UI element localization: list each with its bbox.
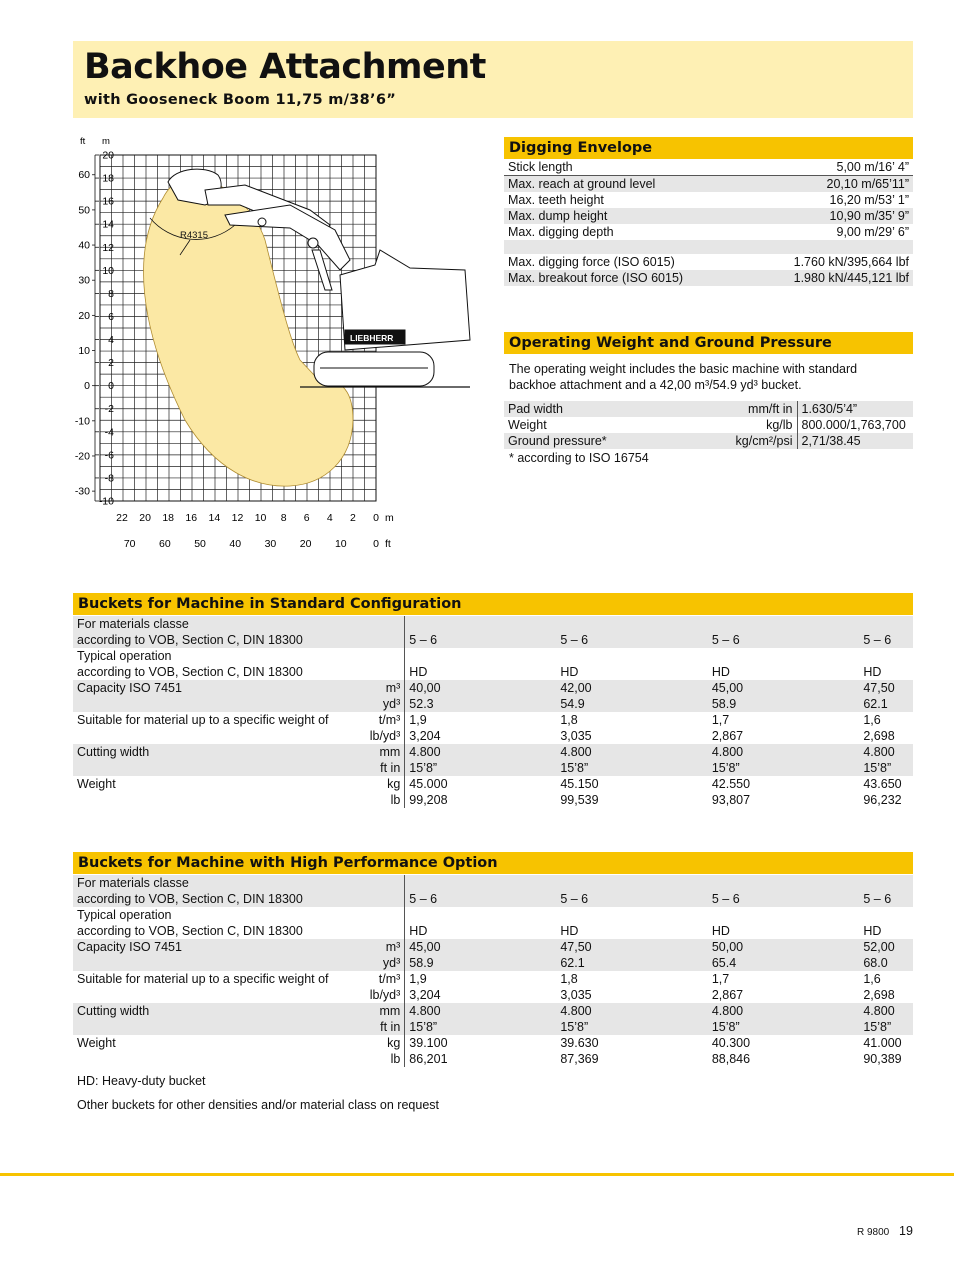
bucket-row: [73, 744, 913, 760]
x-tick-m: 6: [303, 512, 310, 524]
bucket-row-label: For materials classe: [73, 616, 333, 632]
y-tick-ft: -10: [74, 415, 90, 428]
weight-label: Pad width: [504, 401, 654, 417]
bucket-unit: [333, 648, 405, 664]
operating-weight-intro: [509, 361, 909, 393]
intro-line-2: backhoe attachment and a 42,00 m³/54.9 yd³ bucket.: [509, 378, 802, 392]
weight-label: Weight: [508, 418, 547, 432]
bucket-unit: [333, 664, 405, 680]
y-tick-ft: 30: [78, 274, 90, 287]
bucket-value: 52,00: [859, 939, 913, 955]
bucket-value: 45.000: [409, 777, 448, 791]
bucket-value: 47,50: [556, 939, 708, 955]
weight-unit: kg/lb: [654, 417, 797, 433]
y-tick-m: -6: [104, 449, 114, 462]
bucket-value: 4.800: [859, 1003, 913, 1019]
buckets-standard-table: [73, 616, 913, 808]
bucket-row: [73, 1003, 913, 1019]
bucket-value: HD: [863, 665, 882, 679]
weight-value: 800.000/1,763,700: [801, 418, 906, 432]
envelope-value: 1.760 kN/395,664 lbf: [793, 255, 909, 269]
x-tick-m: 4: [326, 512, 333, 524]
page-subtitle: with Gooseneck Boom 11,75 m/38’6”: [84, 92, 397, 108]
envelope-row: [504, 270, 913, 286]
bucket-value: HD: [863, 924, 882, 938]
bucket-row-label: according to VOB, Section C, DIN 18300: [73, 891, 333, 907]
x-tick-m: 14: [208, 512, 221, 524]
bucket-value: 1,8: [560, 713, 578, 727]
bucket-value: 42.550: [711, 777, 751, 791]
bucket-value: 15’8”: [708, 1019, 860, 1035]
title-banner: [73, 41, 913, 118]
bucket-value: 2,698: [863, 988, 895, 1002]
bucket-value: 40,00: [405, 680, 557, 696]
buckets-high-heading: Buckets for Machine with High Performance Option: [73, 852, 913, 874]
bucket-row-label: Capacity ISO 7451: [73, 680, 333, 696]
bucket-value: 1,9: [409, 713, 427, 727]
radius-label: R4315: [180, 230, 208, 241]
bucket-value: 15’8”: [405, 1019, 557, 1035]
y-tick-m: -10: [98, 495, 114, 508]
bucket-unit: yd³: [333, 696, 405, 712]
x-tick-m: 2: [349, 512, 356, 524]
bucket-row: [73, 696, 913, 712]
y-tick-ft: 20: [78, 309, 90, 322]
bucket-row-label: Suitable for material up to a specific weight of: [77, 713, 329, 727]
page-title: Backhoe Attachment: [84, 47, 486, 87]
bucket-row: [73, 760, 913, 776]
bucket-value: 39.100: [409, 1036, 448, 1050]
bucket-row-label: [73, 1019, 333, 1035]
bottom-rule: [0, 1173, 954, 1176]
bucket-row-label: [73, 987, 333, 1003]
ft-unit-label: ft: [80, 136, 86, 147]
bucket-row-label: For materials classe: [73, 875, 333, 891]
bucket-row-label: [73, 955, 333, 971]
envelope-value: 16,20 m/53’ 1”: [829, 193, 909, 207]
bucket-value: HD: [409, 665, 428, 679]
bucket-row-label: [73, 792, 333, 808]
bucket-unit: lb: [333, 792, 405, 808]
buckets-high-table: [73, 875, 913, 1067]
bucket-row-label: according to VOB, Section C, DIN 18300: [77, 924, 303, 938]
weight-value: 2,71/38.45: [797, 433, 913, 449]
bucket-unit: m³: [333, 680, 405, 696]
operating-weight-heading: Operating Weight and Ground Pressure: [504, 332, 913, 354]
bucket-value: 90,389: [863, 1052, 902, 1066]
bucket-row: [73, 907, 913, 923]
y-tick-ft: 10: [78, 345, 90, 358]
y-tick-m: 6: [108, 310, 114, 323]
bucket-value: 43.650: [863, 777, 902, 791]
bucket-unit: mm: [333, 744, 405, 760]
bucket-unit: kg: [333, 1035, 405, 1051]
y-tick-m: -8: [104, 472, 114, 485]
x-tick-ft: 70: [123, 538, 136, 550]
bucket-value: 5 – 6: [708, 891, 860, 907]
bucket-row: [73, 712, 913, 728]
bucket-value: 3,035: [560, 988, 592, 1002]
bucket-row-label: Capacity ISO 7451: [73, 939, 333, 955]
bucket-value: 3,204: [409, 988, 441, 1002]
bucket-value: 87,369: [560, 1052, 599, 1066]
bucket-value: 52.3: [405, 696, 557, 712]
y-tick-m: -4: [104, 426, 114, 439]
bucket-unit: lb/yd³: [333, 728, 405, 744]
bucket-row: [73, 1019, 913, 1035]
x-tick-m: 22: [116, 512, 128, 524]
weight-row: [504, 401, 913, 417]
envelope-row: [504, 159, 913, 176]
envelope-row: [504, 224, 913, 240]
bucket-value: 96,232: [863, 793, 902, 807]
x-tick-m: 20: [139, 512, 151, 524]
footnote-other: Other buckets for other densities and/or material class on request: [77, 1098, 439, 1112]
bucket-value: 54.9: [556, 696, 708, 712]
bucket-value: 1,6: [863, 972, 881, 986]
y-tick-ft: -20: [74, 450, 90, 463]
bucket-value: 40.300: [711, 1036, 751, 1050]
bucket-value: HD: [560, 924, 579, 938]
brand-label: LIEBHERR: [350, 333, 394, 343]
bucket-row: [73, 1035, 913, 1051]
bucket-value: 99,208: [409, 793, 448, 807]
bucket-row-label: Cutting width: [73, 1003, 333, 1019]
bucket-unit: t/m³: [333, 712, 405, 728]
bucket-value: 58.9: [708, 696, 860, 712]
y-tick-m: 16: [102, 195, 114, 208]
bucket-row-label: according to VOB, Section C, DIN 18300: [77, 665, 303, 679]
bucket-value: 86,201: [409, 1052, 448, 1066]
bucket-unit: lb/yd³: [333, 987, 405, 1003]
weight-value: 1.630/5’4”: [797, 401, 913, 417]
envelope-value: 20,10 m/65’11”: [748, 176, 913, 193]
envelope-row: [504, 192, 913, 208]
weight-unit: kg/cm²/psi: [654, 433, 797, 449]
y-tick-m: 4: [108, 334, 114, 347]
x-tick-m: 18: [162, 512, 175, 524]
x-unit-ft: ft: [385, 538, 391, 550]
bucket-value: 5 – 6: [556, 632, 708, 648]
bucket-unit: yd³: [333, 955, 405, 971]
x-tick-ft: 50: [194, 538, 206, 550]
x-tick-m: 10: [254, 512, 267, 524]
x-tick-ft: 60: [159, 538, 171, 550]
envelope-value: 9,00 m/29’ 6”: [836, 225, 909, 239]
bucket-value: 45,00: [708, 680, 860, 696]
bucket-value: 3,204: [409, 729, 441, 743]
bucket-unit: [333, 875, 405, 891]
y-tick-m: 12: [102, 241, 114, 254]
bucket-unit: [333, 891, 405, 907]
bucket-row-label: Weight: [77, 777, 116, 791]
bucket-row-label: Typical operation: [77, 908, 172, 922]
envelope-label: Stick length: [504, 159, 748, 176]
weight-row: [504, 433, 913, 449]
bucket-value: HD: [711, 924, 730, 938]
weight-row: [504, 417, 913, 433]
bucket-row: [73, 648, 913, 664]
y-tick-ft: 50: [78, 204, 90, 217]
bucket-value: 1,7: [711, 972, 730, 986]
bucket-row-label: Typical operation: [77, 649, 172, 663]
iso-footnote: * according to ISO 16754: [509, 451, 649, 465]
y-tick-ft: 40: [78, 239, 90, 252]
bucket-value: 41.000: [863, 1036, 902, 1050]
bucket-value: 4.800: [556, 1003, 708, 1019]
bucket-value: 47,50: [859, 680, 913, 696]
digging-envelope-table: [504, 159, 913, 286]
bucket-value: 2,867: [711, 988, 744, 1002]
x-tick-ft: 20: [299, 538, 312, 550]
bucket-value: HD: [711, 665, 730, 679]
bucket-value: 4.800: [859, 744, 913, 760]
page-code: R 9800: [857, 1227, 890, 1238]
bucket-value: 5 – 6: [405, 632, 557, 648]
bucket-unit: lb: [333, 1051, 405, 1067]
bucket-value: 88,846: [711, 1052, 751, 1066]
bucket-value: 62.1: [859, 696, 913, 712]
envelope-value: 1.980 kN/445,121 lbf: [748, 270, 913, 286]
bucket-row: [73, 616, 913, 632]
bucket-value: 99,539: [560, 793, 599, 807]
bucket-row: [73, 792, 913, 808]
bucket-row: [73, 776, 913, 792]
x-unit-m: m: [385, 512, 394, 524]
bucket-row-label: according to VOB, Section C, DIN 18300: [73, 632, 333, 648]
envelope-row: [504, 176, 913, 193]
bucket-row: [73, 987, 913, 1003]
bucket-row-label: [73, 760, 333, 776]
bucket-value: 5 – 6: [859, 632, 913, 648]
bucket-value: 4.800: [708, 1003, 860, 1019]
bucket-value: 5 – 6: [708, 632, 860, 648]
bucket-value: 15’8”: [859, 1019, 913, 1035]
bucket-unit: mm: [333, 1003, 405, 1019]
y-tick-m: 10: [102, 264, 114, 277]
y-tick-m: 18: [102, 172, 114, 185]
x-tick-m: 8: [280, 512, 287, 524]
bucket-unit: kg: [333, 776, 405, 792]
bucket-value: 15’8”: [859, 760, 913, 776]
bucket-unit: [333, 632, 405, 648]
x-tick-m: 12: [231, 512, 244, 524]
bucket-value: 93,807: [711, 793, 751, 807]
bucket-unit: m³: [333, 939, 405, 955]
envelope-label: Max. breakout force (ISO 6015): [504, 270, 748, 286]
bucket-value: 39.630: [560, 1036, 599, 1050]
digging-envelope-heading: Digging Envelope: [504, 137, 913, 159]
y-tick-m: 2: [108, 357, 114, 370]
envelope-row: [504, 254, 913, 270]
bucket-row: [73, 939, 913, 955]
bucket-value: 2,867: [711, 729, 744, 743]
bucket-row: [73, 955, 913, 971]
bucket-row: [73, 632, 913, 648]
m-unit-label: m: [102, 136, 110, 147]
bucket-value: 68.0: [859, 955, 913, 971]
bucket-value: 15’8”: [556, 760, 708, 776]
bucket-value: 4.800: [556, 744, 708, 760]
bucket-unit: ft in: [333, 760, 405, 776]
envelope-row: [504, 208, 913, 224]
bucket-value: 2,698: [863, 729, 895, 743]
x-tick-m: 16: [185, 512, 198, 524]
bucket-row-label: Suitable for material up to a specific weight of: [77, 972, 329, 986]
y-tick-ft: -30: [74, 485, 90, 498]
bucket-value: 45,00: [405, 939, 557, 955]
bucket-value: 58.9: [405, 955, 557, 971]
bucket-value: 65.4: [708, 955, 860, 971]
bucket-unit: [333, 616, 405, 632]
envelope-value: 10,90 m/35’ 9”: [748, 208, 913, 224]
bucket-value: 15’8”: [708, 760, 860, 776]
bucket-value: 3,035: [560, 729, 592, 743]
y-tick-m: 14: [102, 218, 114, 231]
y-tick-ft: 0: [84, 380, 90, 393]
bucket-row-label: [73, 728, 333, 744]
envelope-label: Max. dump height: [504, 208, 748, 224]
y-tick-m: 20: [102, 149, 114, 162]
envelope-label: Max. digging depth: [508, 225, 614, 239]
bucket-unit: ft in: [333, 1019, 405, 1035]
bucket-value: 4.800: [708, 744, 860, 760]
x-tick-ft: 0: [373, 538, 379, 550]
bucket-value: 1,6: [863, 713, 881, 727]
bucket-row: [73, 891, 913, 907]
bucket-row-label: Cutting width: [73, 744, 333, 760]
bucket-value: 62.1: [556, 955, 708, 971]
crawler-track: [314, 352, 434, 386]
bucket-row: [73, 875, 913, 891]
x-tick-ft: 10: [334, 538, 347, 550]
bucket-value: 42,00: [556, 680, 708, 696]
page-number: 19: [899, 1224, 913, 1238]
bucket-value: 5 – 6: [859, 891, 913, 907]
intro-line-1: The operating weight includes the basic machine with standard: [509, 362, 858, 376]
bucket-row: [73, 971, 913, 987]
bucket-value: 45.150: [560, 777, 599, 791]
bucket-row-label: [73, 1051, 333, 1067]
bucket-value: 5 – 6: [405, 891, 557, 907]
bucket-unit: [333, 907, 405, 923]
footnote-hd: HD: Heavy-duty bucket: [77, 1074, 206, 1088]
bucket-row: [73, 1051, 913, 1067]
bucket-row: [73, 680, 913, 696]
y-tick-ft: 60: [78, 169, 90, 182]
bucket-row: [73, 923, 913, 939]
bucket-row: [73, 728, 913, 744]
bucket-value: 15’8”: [556, 1019, 708, 1035]
bucket-row-label: Weight: [77, 1036, 116, 1050]
bucket-value: 15’8”: [405, 760, 557, 776]
x-tick-m: 0: [373, 512, 379, 524]
bucket-value: 50,00: [708, 939, 860, 955]
bucket-row: [73, 664, 913, 680]
y-tick-m: -2: [104, 403, 114, 416]
bucket-value: 1,8: [560, 972, 578, 986]
weight-label: Ground pressure*: [504, 433, 654, 449]
buckets-standard-heading: Buckets for Machine in Standard Configuration: [73, 593, 913, 615]
bucket-value: 1,9: [409, 972, 427, 986]
y-tick-m: 0: [108, 380, 114, 393]
envelope-label: Max. digging force (ISO 6015): [508, 255, 675, 269]
bucket-value: 4.800: [405, 1003, 557, 1019]
bucket-value: 4.800: [405, 744, 557, 760]
x-tick-ft: 40: [229, 538, 242, 550]
envelope-label: Max. teeth height: [508, 193, 604, 207]
x-tick-ft: 30: [264, 538, 277, 550]
digging-envelope-diagram: [60, 130, 500, 560]
operating-weight-table: [504, 401, 913, 449]
bucket-unit: [333, 923, 405, 939]
bucket-unit: t/m³: [333, 971, 405, 987]
envelope-value: 5,00 m/16’ 4”: [748, 159, 913, 176]
bucket-value: 5 – 6: [556, 891, 708, 907]
bucket-row-label: [73, 696, 333, 712]
weight-unit: mm/ft in: [654, 401, 797, 417]
bucket-value: HD: [409, 924, 428, 938]
envelope-spacer: [504, 240, 913, 254]
bucket-value: 1,7: [711, 713, 730, 727]
bucket-value: HD: [560, 665, 579, 679]
envelope-label: Max. reach at ground level: [504, 176, 748, 193]
y-tick-m: 8: [108, 287, 114, 300]
